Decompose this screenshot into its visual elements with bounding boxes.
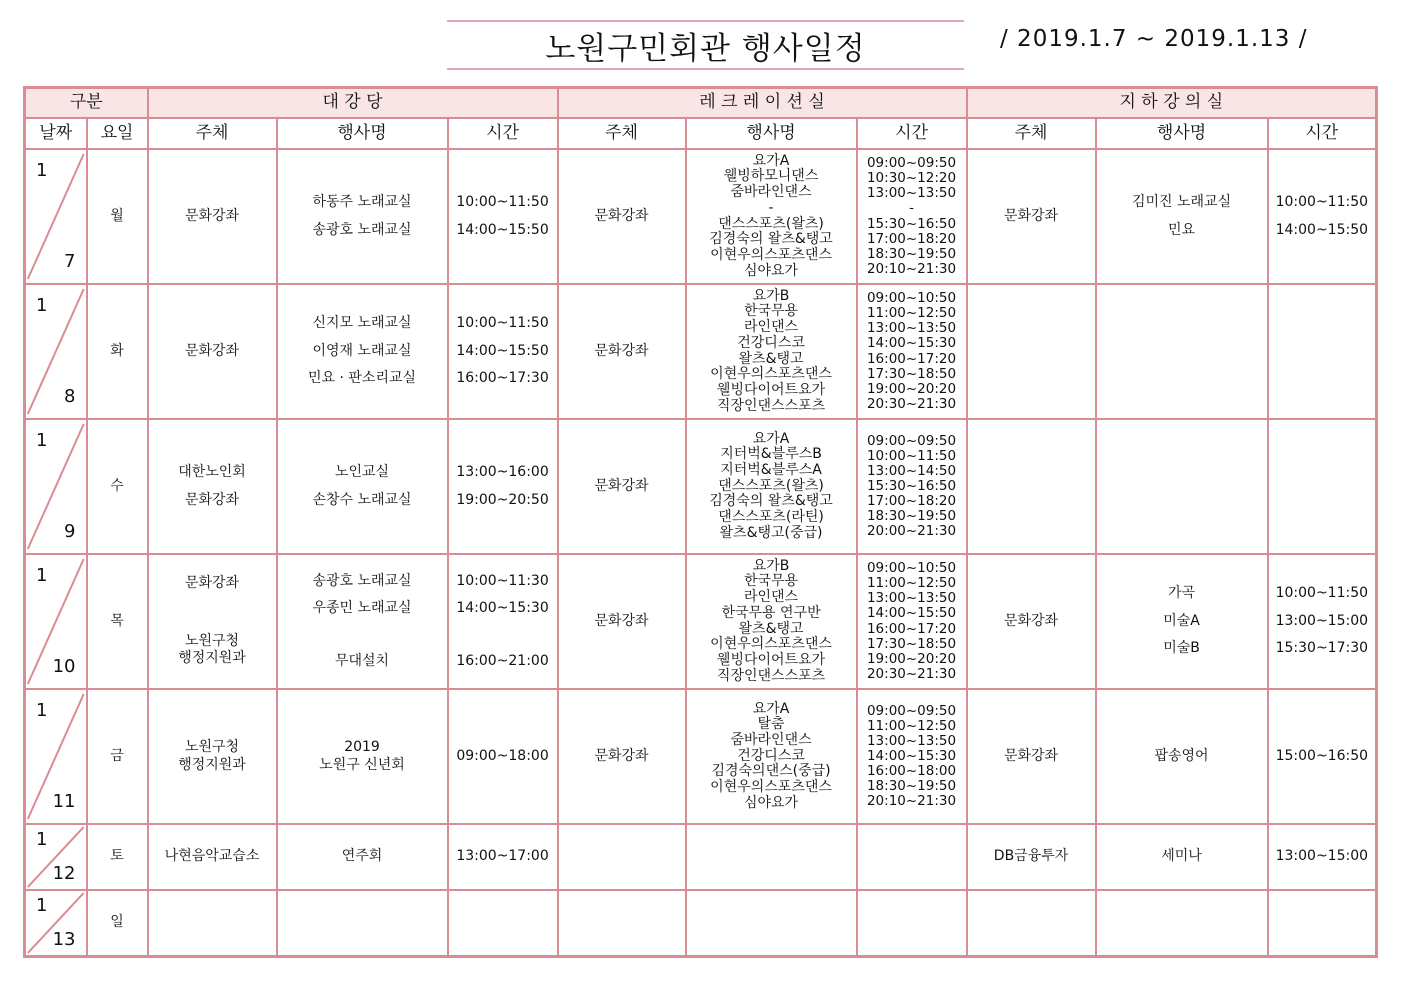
base-host xyxy=(967,419,1096,554)
date-cell xyxy=(25,554,87,689)
base-event xyxy=(1096,890,1268,957)
date-day: 13 xyxy=(52,928,76,950)
date-month: 1 xyxy=(36,430,48,451)
hall-time-line: 19:00~20:50 xyxy=(456,491,549,508)
base-event xyxy=(1096,554,1268,689)
hall-host-stack xyxy=(149,343,276,361)
hall-time xyxy=(448,149,558,284)
hall-host-stack xyxy=(149,739,276,774)
day-row xyxy=(25,554,1377,689)
hall-host xyxy=(148,824,277,890)
hall-event-line: 송광호 노래교실 xyxy=(312,221,412,238)
rec-host xyxy=(558,890,686,957)
header-date: 날짜 xyxy=(25,118,87,149)
header-weekday: 요일 xyxy=(87,118,148,149)
rec-time-stack xyxy=(858,704,966,810)
rec-event-line: 라인댄스 xyxy=(743,589,799,606)
rec-time xyxy=(857,890,967,957)
rec-time-line: 18:30~19:50 xyxy=(866,508,957,525)
rec-event-stack xyxy=(687,432,856,542)
weekday-cell: 일 xyxy=(87,890,148,957)
rec-event-line: 이현우의스포츠댄스 xyxy=(710,366,832,383)
header-rec-time: 시간 xyxy=(857,118,967,149)
header-venue-recreation: 레 크 레 이 션 실 xyxy=(558,88,967,119)
rec-event-stack xyxy=(687,702,856,812)
weekday-cell: 금 xyxy=(87,689,148,824)
date-cell xyxy=(25,149,87,284)
day-row xyxy=(25,284,1377,419)
hall-time xyxy=(448,419,558,554)
hall-event xyxy=(277,554,448,689)
rec-event xyxy=(686,554,857,689)
hall-event-stack xyxy=(278,573,447,671)
rec-event-line: 요가B xyxy=(752,557,790,574)
rec-event-line: 이현우의스포츠댄스 xyxy=(710,246,832,263)
rec-event xyxy=(686,824,857,890)
date-cell xyxy=(25,419,87,554)
rec-event-line: 댄스스포츠(라틴) xyxy=(718,509,824,525)
header-hall-host: 주체 xyxy=(148,118,277,149)
rec-time-line: 20:30~21:30 xyxy=(866,665,957,682)
rec-time-line: 20:00~21:30 xyxy=(866,523,957,540)
base-time-line: 10:00~11:50 xyxy=(1275,585,1369,602)
page-title: 노원구민회관 행사일정 xyxy=(545,30,866,67)
hall-host-line: 대한노인회 xyxy=(178,464,246,480)
rec-event-line: 요가A xyxy=(752,700,790,717)
hall-event-line: 2019 노원구 신년회 xyxy=(319,739,405,773)
base-time-line: 13:00~15:00 xyxy=(1275,848,1369,865)
rec-event xyxy=(686,419,857,554)
rec-time-line: 19:00~20:20 xyxy=(866,650,957,667)
base-time-line: 10:00~11:50 xyxy=(1275,194,1369,210)
hall-time xyxy=(448,284,558,419)
hall-host xyxy=(148,689,277,824)
hall-event xyxy=(277,284,448,419)
base-time xyxy=(1268,284,1377,419)
rec-time xyxy=(857,824,967,890)
hall-time-line: 14:00~15:50 xyxy=(456,342,549,359)
rec-time-stack xyxy=(858,434,966,540)
date-divider xyxy=(26,285,86,418)
date-month: 1 xyxy=(36,565,48,586)
rec-time-line: 09:00~09:50 xyxy=(866,702,957,719)
hall-host-stack xyxy=(149,464,276,509)
rec-time-line: 09:00~09:50 xyxy=(866,432,957,449)
base-event xyxy=(1096,419,1268,554)
weekday-cell: 화 xyxy=(87,284,148,419)
base-event-line: 미술A xyxy=(1163,612,1200,629)
base-time-line: 14:00~15:50 xyxy=(1275,221,1369,238)
hall-host-line: 문화강좌 xyxy=(184,491,240,508)
hall-time-line: 10:00~11:30 xyxy=(456,572,549,589)
date-month: 1 xyxy=(36,295,48,316)
hall-host xyxy=(148,284,277,419)
hall-event xyxy=(277,149,448,284)
rec-host: 문화강좌 xyxy=(558,419,686,554)
rec-time-line: 13:00~13:50 xyxy=(866,590,957,607)
date-day: 8 xyxy=(64,385,76,407)
rec-time-line: 11:00~12:50 xyxy=(866,717,957,734)
hall-event-line: 연주회 xyxy=(341,848,383,865)
rec-time-line: 14:00~15:50 xyxy=(866,605,957,622)
rec-event-line: 직장인댄스스포츠 xyxy=(716,397,826,414)
hall-host-stack xyxy=(149,208,276,226)
date-day: 10 xyxy=(52,655,76,677)
rec-time xyxy=(857,149,967,284)
rec-event-stack xyxy=(687,154,856,279)
rec-time xyxy=(857,554,967,689)
rec-event-line: 지터벅&블루스A xyxy=(720,461,822,478)
hall-host-line: 문화강좌 xyxy=(184,207,240,224)
header-row-venues xyxy=(25,88,1377,119)
rec-time-line: 11:00~12:50 xyxy=(866,305,957,322)
hall-event xyxy=(277,419,448,554)
rec-time-line: 17:30~18:50 xyxy=(866,365,957,382)
hall-time-line: 14:00~15:50 xyxy=(456,221,549,238)
date-day: 11 xyxy=(52,790,76,812)
date-cell xyxy=(25,689,87,824)
date-cell xyxy=(25,824,87,890)
hall-time-stack xyxy=(449,315,557,388)
rec-time-line: 11:00~12:50 xyxy=(866,575,957,592)
hall-event-stack xyxy=(278,739,447,774)
hall-time-stack xyxy=(449,748,557,766)
base-host: DB금융투자 xyxy=(967,824,1096,890)
rec-time-line: 15:30~16:50 xyxy=(866,477,957,494)
rec-time-line: 17:30~18:50 xyxy=(866,635,957,652)
hall-event-stack xyxy=(278,315,447,388)
hall-host xyxy=(148,419,277,554)
hall-event-line: 하동주 노래교실 xyxy=(312,194,412,210)
hall-host-line: 문화강좌 xyxy=(184,342,240,359)
hall-event-line: 이영재 노래교실 xyxy=(312,342,412,359)
header-venue-hall: 대 강 당 xyxy=(148,88,558,119)
day-row xyxy=(25,824,1377,890)
date-divider xyxy=(26,420,86,553)
base-host: 문화강좌 xyxy=(967,689,1096,824)
rec-time-line: 13:00~14:50 xyxy=(866,462,957,479)
rec-event xyxy=(686,149,857,284)
day-row xyxy=(25,890,1377,957)
rec-time-line: 17:00~18:20 xyxy=(866,493,957,510)
rec-time-line: - xyxy=(909,200,914,217)
weekday-cell: 목 xyxy=(87,554,148,689)
hall-time-line: 13:00~17:00 xyxy=(456,848,549,865)
rec-time-line: 13:00~13:50 xyxy=(866,185,957,202)
rec-event-line: 댄스스포츠(왈츠) xyxy=(718,477,824,494)
rec-time-line: 10:00~11:50 xyxy=(866,447,957,464)
rec-event-line: 김경숙의 왈츠&탱고 xyxy=(709,493,833,510)
period-label: / 2019.1.7 ~ 2019.1.13 / xyxy=(1000,26,1308,52)
rec-event-line: 건강디스코 xyxy=(737,334,805,351)
base-host: 문화강좌 xyxy=(967,554,1096,689)
rec-time-line: 09:00~10:50 xyxy=(866,290,957,307)
weekday-cell: 월 xyxy=(87,149,148,284)
rec-time xyxy=(857,419,967,554)
hall-time xyxy=(448,824,558,890)
date-month: 1 xyxy=(36,700,48,721)
rec-event-line: 요가A xyxy=(752,152,790,169)
base-time xyxy=(1268,149,1377,284)
hall-event-line: 신지모 노래교실 xyxy=(312,315,412,332)
rec-event-line: 한국무용 연구반 xyxy=(721,604,821,621)
rec-event-line: 요가B xyxy=(752,287,790,304)
base-event-stack xyxy=(1097,748,1267,766)
date-month: 1 xyxy=(36,829,48,850)
base-event xyxy=(1096,149,1268,284)
date-day: 12 xyxy=(52,862,76,884)
rec-time-line: 10:30~12:20 xyxy=(866,170,957,187)
rec-host: 문화강좌 xyxy=(558,149,686,284)
rec-host: 문화강좌 xyxy=(558,554,686,689)
header-rec-event: 행사명 xyxy=(686,118,857,149)
rec-event-line: 김경숙의댄스(중급) xyxy=(711,763,831,780)
base-time-line: 13:00~15:00 xyxy=(1275,612,1369,629)
base-time xyxy=(1268,689,1377,824)
base-host xyxy=(967,890,1096,957)
hall-host-stack xyxy=(149,575,276,668)
hall-time-stack xyxy=(449,194,557,239)
base-host: 문화강좌 xyxy=(967,149,1096,284)
hall-time-stack xyxy=(449,464,557,509)
base-event-line: 김미진 노래교실 xyxy=(1131,194,1232,210)
base-event-line: 세미나 xyxy=(1161,848,1202,865)
rec-event-line: 왈츠&탱고 xyxy=(738,350,804,367)
rec-time-line: 16:00~17:20 xyxy=(866,350,957,367)
hall-event xyxy=(277,890,448,957)
hall-time-line: 14:00~15:30 xyxy=(456,600,549,617)
date-day: 9 xyxy=(64,520,76,542)
base-event xyxy=(1096,284,1268,419)
base-time-stack xyxy=(1269,585,1376,658)
base-event-line: 팝송영어 xyxy=(1154,747,1209,764)
rec-event-line: 심야요가 xyxy=(743,794,799,811)
rec-time-line: 13:00~13:50 xyxy=(866,732,957,749)
rec-event-line: 라인댄스 xyxy=(743,319,799,336)
rec-event-line: 줌바라인댄스 xyxy=(730,731,812,748)
rec-time-line: 19:00~20:20 xyxy=(866,380,957,397)
base-time xyxy=(1268,419,1377,554)
rec-time-line: 13:00~13:50 xyxy=(866,320,957,337)
rec-event-stack xyxy=(687,289,856,414)
hall-host-line: 노원구청 행정지원과 xyxy=(178,632,246,667)
rec-event xyxy=(686,689,857,824)
rec-time-line: 14:00~15:30 xyxy=(866,747,957,764)
rec-event-line: 직장인댄스스포츠 xyxy=(716,667,826,684)
header-base-host: 주체 xyxy=(967,118,1096,149)
rec-time-line: 16:00~17:20 xyxy=(866,620,957,637)
base-time xyxy=(1268,824,1377,890)
rec-event-line: 웰빙다이어트요가 xyxy=(716,651,826,668)
hall-time-line: 09:00~18:00 xyxy=(456,747,549,764)
hall-time xyxy=(448,554,558,689)
base-event-line: 가곡 xyxy=(1168,585,1196,602)
rec-time-line: 14:00~15:30 xyxy=(866,335,957,352)
hall-event-line: 송광호 노래교실 xyxy=(312,572,412,589)
schedule-table xyxy=(23,86,1378,958)
base-time xyxy=(1268,554,1377,689)
title-box xyxy=(447,20,964,70)
hall-host xyxy=(148,890,277,957)
hall-event-line: 우종민 노래교실 xyxy=(312,600,412,617)
day-row xyxy=(25,689,1377,824)
rec-event-line: 웰빙하모니댄스 xyxy=(723,168,819,185)
rec-event-line: 이현우의스포츠댄스 xyxy=(710,636,832,653)
hall-time-line: 10:00~11:50 xyxy=(456,194,549,210)
rec-event-line: 건강디스코 xyxy=(737,747,805,764)
base-event-stack xyxy=(1097,848,1267,866)
hall-time xyxy=(448,689,558,824)
base-event-stack xyxy=(1097,194,1267,239)
rec-time-line: 18:30~19:50 xyxy=(866,778,957,795)
hall-event-line: 민요 · 판소리교실 xyxy=(308,370,417,387)
rec-time-line: 18:30~19:50 xyxy=(866,245,957,262)
date-cell xyxy=(25,890,87,957)
hall-host-line: 나현음악교습소 xyxy=(164,848,260,865)
hall-time-stack xyxy=(449,573,557,671)
date-cell xyxy=(25,284,87,419)
rec-event-line: 탈춤 xyxy=(757,716,785,733)
base-time xyxy=(1268,890,1377,957)
weekday-cell: 수 xyxy=(87,419,148,554)
rec-event-line: 요가A xyxy=(752,430,790,447)
hall-host xyxy=(148,554,277,689)
date-day: 7 xyxy=(64,250,76,272)
hall-time-line: 10:00~11:50 xyxy=(456,315,549,332)
hall-event xyxy=(277,689,448,824)
rec-event xyxy=(686,890,857,957)
hall-host-line: 노원구청 행정지원과 xyxy=(178,739,246,773)
base-time-line: 15:00~16:50 xyxy=(1275,747,1369,764)
rec-host xyxy=(558,824,686,890)
rec-host: 문화강좌 xyxy=(558,284,686,419)
rec-event-line: 이현우의스포츠댄스 xyxy=(710,779,832,795)
rec-time-stack xyxy=(858,291,966,412)
base-event xyxy=(1096,689,1268,824)
header-category: 구분 xyxy=(25,88,148,119)
header-venue-basement: 지 하 강 의 실 xyxy=(967,88,1377,119)
rec-event-line: 웰빙다이어트요가 xyxy=(716,381,826,398)
rec-event-line: 왈츠&탱고 xyxy=(738,620,804,637)
rec-time-line: 20:10~21:30 xyxy=(866,260,957,277)
header-base-time: 시간 xyxy=(1268,118,1377,149)
day-row xyxy=(25,419,1377,554)
hall-host xyxy=(148,149,277,284)
base-event-stack xyxy=(1097,585,1267,658)
hall-event-stack xyxy=(278,848,447,866)
rec-event-line: 한국무용 xyxy=(743,303,799,320)
rec-event-line: - xyxy=(768,199,774,216)
base-time-stack xyxy=(1269,194,1376,239)
hall-host-line: 문화강좌 xyxy=(184,575,240,592)
base-event xyxy=(1096,824,1268,890)
rec-time-stack xyxy=(858,561,966,682)
rec-time-line: 20:30~21:30 xyxy=(866,395,957,412)
rec-event-line: 왈츠&탱고(중급) xyxy=(719,524,823,541)
rec-event-line: 김경숙의 왈츠&탱고 xyxy=(709,231,833,248)
base-host xyxy=(967,284,1096,419)
base-time-stack xyxy=(1269,848,1376,866)
rec-event-line: 댄스스포츠(왈츠) xyxy=(718,215,824,232)
rec-time-line: 09:00~10:50 xyxy=(866,560,957,577)
rec-time-stack xyxy=(858,156,966,277)
hall-time-line: 16:00~21:00 xyxy=(456,652,549,669)
rec-time xyxy=(857,284,967,419)
base-event-line: 민요 xyxy=(1168,221,1196,238)
base-time-line: 15:30~17:30 xyxy=(1275,640,1369,657)
base-event-line: 미술B xyxy=(1163,640,1200,657)
rec-event-stack xyxy=(687,559,856,684)
hall-host-stack xyxy=(149,848,276,866)
rec-time-line: 17:00~18:20 xyxy=(866,230,957,247)
hall-time-line: 16:00~17:30 xyxy=(456,370,549,387)
rec-event xyxy=(686,284,857,419)
rec-event-line: 한국무용 xyxy=(743,573,799,590)
header-base-event: 행사명 xyxy=(1096,118,1268,149)
header-hall-time: 시간 xyxy=(448,118,558,149)
hall-time xyxy=(448,890,558,957)
hall-event-line: 노인교실 xyxy=(334,464,390,480)
hall-event xyxy=(277,824,448,890)
header-rec-host: 주체 xyxy=(558,118,686,149)
date-divider xyxy=(26,150,86,283)
base-time-stack xyxy=(1269,748,1376,766)
rec-time-line: 20:10~21:30 xyxy=(866,793,957,810)
rec-event-line: 지터벅&블루스B xyxy=(720,446,822,463)
rec-host: 문화강좌 xyxy=(558,689,686,824)
weekday-cell: 토 xyxy=(87,824,148,890)
hall-event-stack xyxy=(278,194,447,239)
hall-time-stack xyxy=(449,848,557,866)
hall-event-line: 손창수 노래교실 xyxy=(312,491,412,508)
hall-event-stack xyxy=(278,464,447,509)
rec-time xyxy=(857,689,967,824)
hall-event-line: 무대설치 xyxy=(334,652,390,669)
day-row xyxy=(25,149,1377,284)
header-row-columns xyxy=(25,118,1377,149)
rec-event-line: 심야요가 xyxy=(743,262,799,279)
rec-time-line: 16:00~18:00 xyxy=(866,763,957,780)
date-month: 1 xyxy=(36,895,48,916)
rec-event-line: 줌바라인댄스 xyxy=(730,184,812,201)
date-month: 1 xyxy=(36,160,48,181)
rec-time-line: 09:00~09:50 xyxy=(866,155,957,172)
hall-time-line: 13:00~16:00 xyxy=(456,464,549,480)
header-hall-event: 행사명 xyxy=(277,118,448,149)
rec-time-line: 15:30~16:50 xyxy=(866,215,957,232)
